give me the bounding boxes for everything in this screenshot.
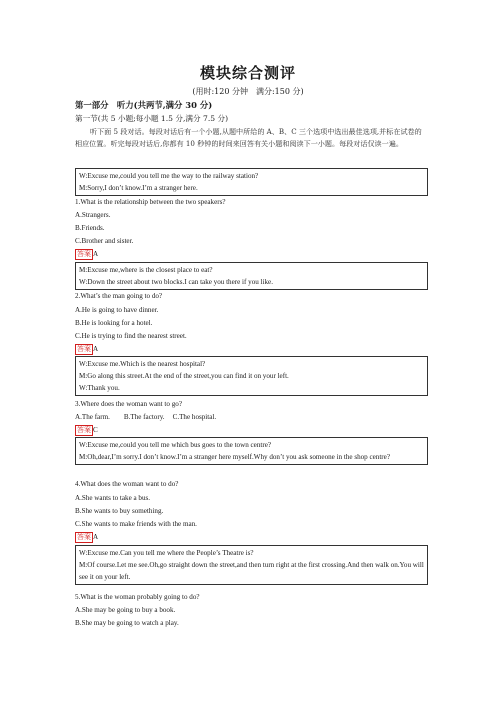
part-title: 第一部分 听力(共两节,满分 30 分) (75, 100, 213, 110)
option-a: A.He is going to have dinner. (75, 306, 159, 314)
answer-row (75, 344, 98, 355)
question-text: 4.What does the woman want to do? (75, 480, 179, 488)
option-c: C.She wants to make friends with the man. (75, 520, 197, 528)
option-b: B.She may be going to watch a play. (75, 619, 179, 627)
question-text: 1.What is the relationship between the two speakers? (75, 198, 226, 206)
answer-value: C (93, 426, 98, 434)
option-c: C.Brother and sister. (75, 237, 134, 245)
dialogue-box (75, 356, 428, 396)
dialogue-line: M:Go along this street.At the end of the street,you can find it on your left. (79, 372, 289, 380)
dialogue-line: W:Excuse me.Which is the nearest hospital? (79, 360, 206, 368)
dialogue-line: M:Of course.Let me see.Oh,go straight down the street,and then turn right at the first crossing.And then walk on.You will see it on your left. (79, 561, 424, 581)
page-title: 模块综合测评 (199, 64, 296, 82)
dialogue-box (75, 168, 428, 196)
dialogue-line: W:Excuse me,could you tell me the way to the railway station? (79, 172, 259, 180)
question-text: 2.What’s the man going to do? (75, 292, 163, 300)
dialogue-line: W:Down the street about two blocks.I can take you there if you like. (79, 278, 273, 286)
instructions: 听下面 5 段对话。每段对话后有一个小题,从题中所给的 A、B、C 三个选项中选出最佳选项,并标在试卷的相应位置。听完每段对话后,你都有 10 秒钟的时间来回答有关小题和阅读下一小题。每段对话仅读一遍。 (75, 127, 422, 148)
option-c: C.The hospital. (172, 413, 217, 421)
answer-value: A (93, 345, 99, 353)
dialogue-line: W:Thank you. (79, 384, 120, 392)
page-subtitle: (用时:120 分钟 满分:150 分) (192, 87, 304, 96)
option-a: A.She wants to take a bus. (75, 494, 151, 502)
option-b: B.He is looking for a hotel. (75, 319, 153, 327)
option-b: B.She wants to buy something. (75, 507, 164, 515)
dialogue-box (75, 437, 428, 465)
question-text: 3.Where does the woman want to go? (75, 400, 182, 408)
dialogue-line: W:Excuse me,could you tell me which bus goes to the town centre? (79, 441, 272, 449)
dialogue-line: M:Oh,dear,I’m sorry.I don’t know.I’m a stranger here myself.Why don’t you ask someone in the shop centre? (79, 453, 390, 461)
dialogue-box (75, 262, 428, 290)
dialogue-line: W:Excuse me.Can you tell me where the People’s Theatre is? (79, 549, 254, 557)
dialogue-line: M:Sorry,I don’t know.I’m a stranger here. (79, 184, 198, 192)
answer-label: 答案 (77, 533, 91, 541)
answer-value: A (93, 533, 99, 541)
question-text: 5.What is the woman probably going to do? (75, 593, 200, 601)
section-description: 第一节(共 5 小题;每小题 1.5 分,满分 7.5 分) (75, 114, 229, 123)
option-c: C.He is trying to find the nearest street. (75, 332, 187, 340)
answer-row (75, 249, 98, 260)
option-b: B.The factory. (123, 413, 165, 421)
option-a: A.Strangers. (75, 211, 111, 219)
answer-row (75, 532, 98, 543)
dialogue-line: M:Excuse me,where is the closest place to eat? (79, 266, 213, 274)
answer-value: A (93, 250, 99, 258)
option-a: A.The farm. (75, 413, 110, 421)
answer-row (75, 425, 98, 436)
option-a: A.She may be going to buy a book. (75, 606, 176, 614)
answer-label: 答案 (77, 345, 91, 353)
dialogue-box (75, 545, 428, 585)
answer-label: 答案 (77, 426, 91, 434)
options-row (75, 413, 216, 421)
option-b: B.Friends. (75, 224, 105, 232)
answer-label: 答案 (77, 250, 91, 258)
